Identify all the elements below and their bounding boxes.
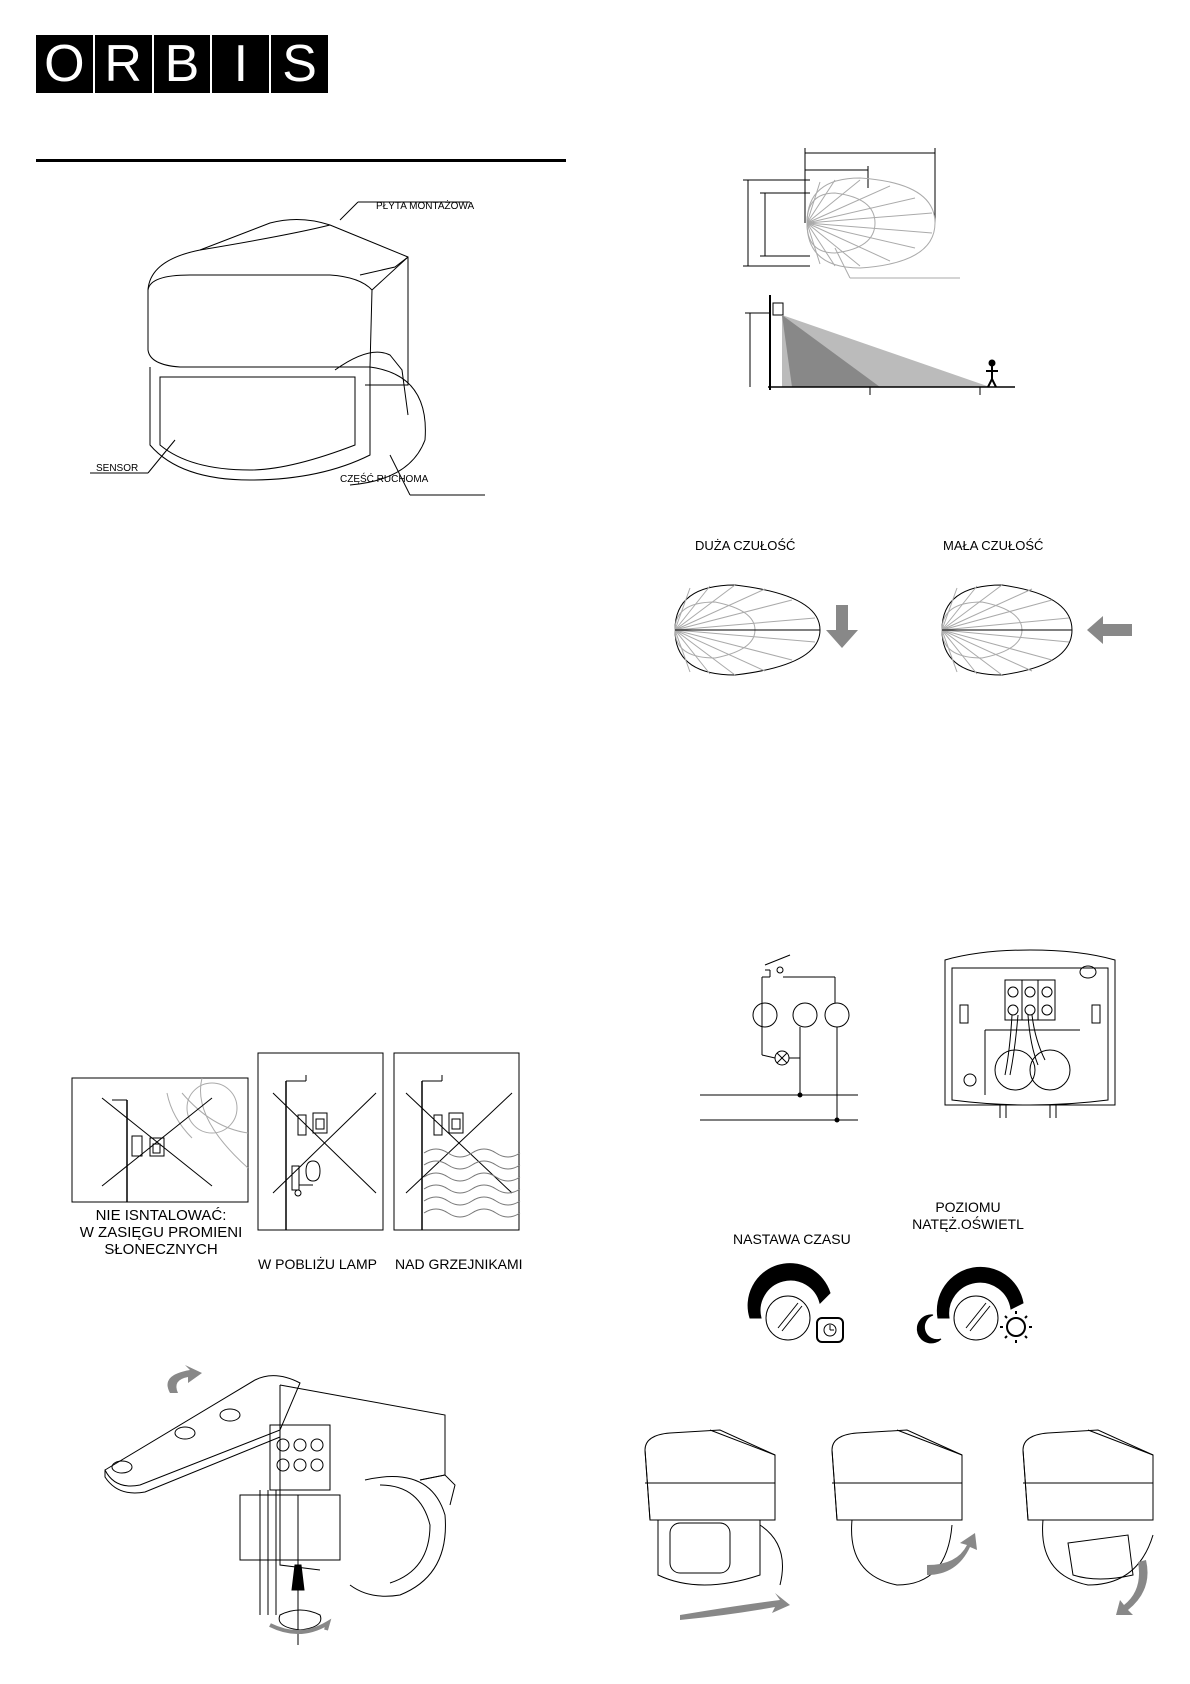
sensor-product-drawing [90, 195, 510, 505]
rotation-position-3 [1018, 1425, 1168, 1620]
terminal-box-drawing [940, 950, 1120, 1120]
sensitivity-high-diagram [670, 580, 870, 680]
wiring-diagram [700, 955, 870, 1125]
warning-lamps-drawing [258, 1053, 383, 1230]
orbis-logo [36, 35, 328, 93]
caption-sunlight [73, 1207, 249, 1258]
logo-letter: I [212, 35, 271, 93]
warning-sunlight-drawing [72, 1078, 248, 1202]
caption-line: SŁONECZNYCH [104, 1241, 218, 1258]
logo-letter: S [282, 35, 317, 93]
rotation-position-1 [640, 1425, 790, 1620]
arrow-left-icon [1087, 616, 1132, 644]
sun-icon [1007, 1318, 1025, 1336]
time-knob [745, 1263, 850, 1343]
logo-letter: R [95, 35, 154, 93]
moon-icon [917, 1315, 941, 1343]
label-plate: PŁYTA MONTAŻOWA [376, 201, 475, 212]
caption-line: NATĘŻ.OŚWIETL [912, 1216, 1024, 1232]
caption-line: W ZASIĘGU PROMIENI [79, 1224, 243, 1241]
label-lux-setting [900, 1199, 1036, 1233]
caption-line: NIE ISNTALOWAĆ: [95, 1207, 227, 1224]
label-high-sensitivity: DUŻA CZUŁOŚĆ [695, 538, 796, 553]
arrow-down-icon [826, 605, 858, 648]
lux-knob [913, 1263, 1038, 1343]
assembly-drawing [100, 1355, 480, 1675]
caption-heaters: NAD GRZEJNIKAMI [395, 1256, 523, 1272]
warning-heaters-drawing [394, 1053, 519, 1230]
header-rule [36, 159, 566, 162]
logo-letter: O [36, 35, 95, 93]
logo-letter: B [154, 35, 213, 93]
detection-range-side-view [740, 295, 1020, 405]
caption-line: POZIOMU [935, 1199, 1001, 1215]
caption-lamps: W POBLIŻU LAMP [258, 1256, 378, 1272]
label-sensor: SENSOR [96, 463, 139, 474]
sensitivity-low-diagram [937, 580, 1137, 680]
label-moving-part: CZĘŚĆ RUCHOMA [340, 474, 429, 485]
label-low-sensitivity: MAŁA CZUŁOŚĆ [943, 538, 1044, 553]
label-time-setting: NASTAWA CZASU [733, 1231, 851, 1247]
detection-range-top-view [740, 148, 980, 278]
rotation-position-2 [827, 1425, 977, 1620]
